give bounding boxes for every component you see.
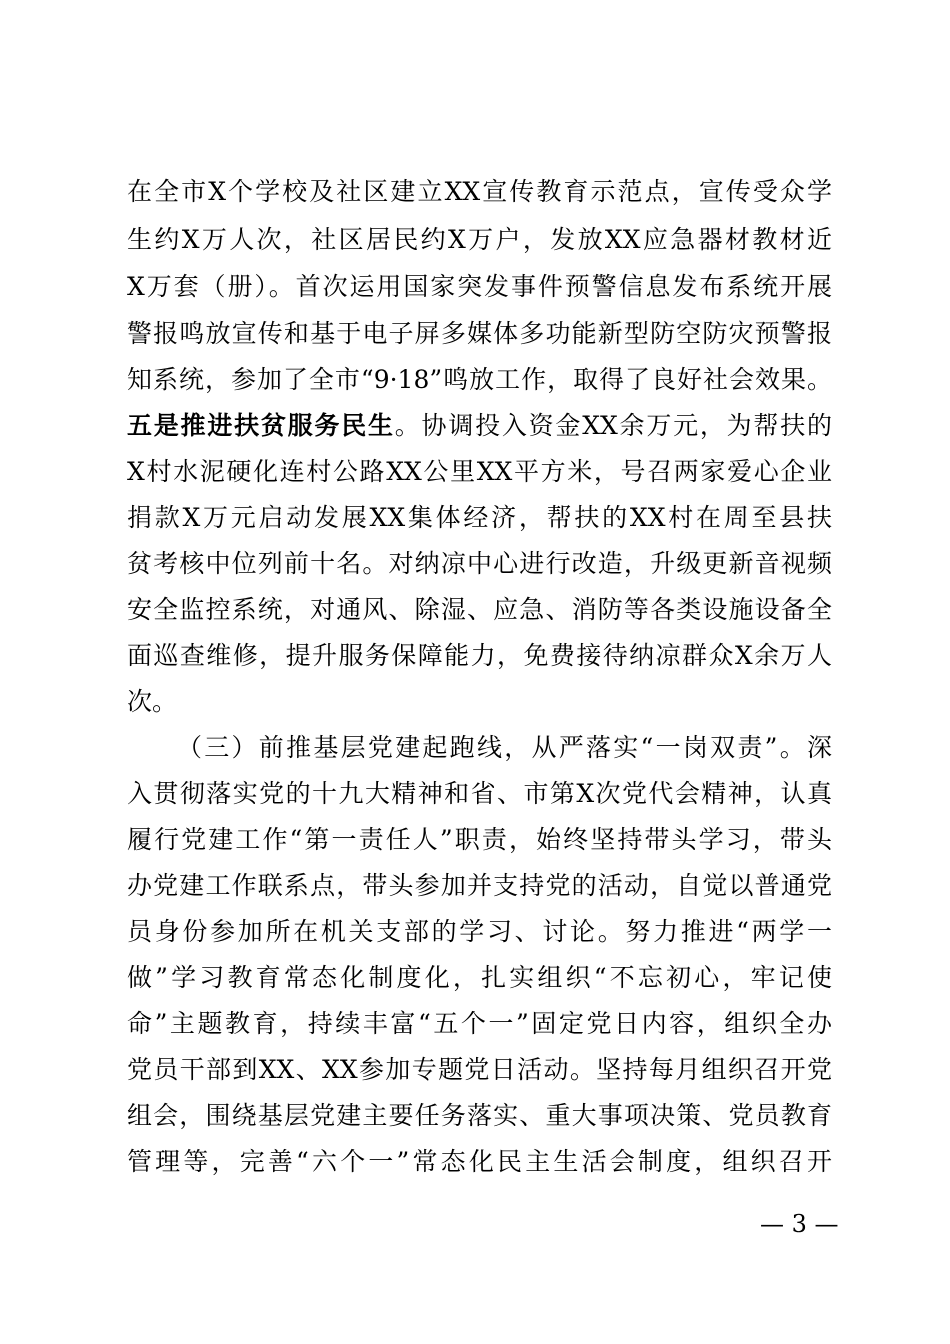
text-line-12: 次。 [127,687,178,716]
page-number: — 3 — [760,1210,839,1238]
text-line-7: X村水泥硬化连村公路XX公里XX平方米，号召两家爱心企业 [127,457,832,486]
text-line-8: 捐款X万元启动发展XX集体经济，帮扶的XX村在周至县扶 [127,503,832,532]
text-line-3: X万套（册）。首次运用国家突发事件预警信息发布系统开展 [127,272,832,301]
text-line-14: 入贯彻落实党的十九大精神和省、市第X次党代会精神，认真 [127,779,832,808]
text-line-20: 党员干部到XX、XX参加专题党日活动。坚持每月组织召开党 [127,1055,832,1084]
text-line-22: 管理等，完善“六个一”常态化民主生活会制度，组织召开 [127,1147,832,1176]
text-line-18: 做”学习教育常态化制度化，扎实组织“不忘初心，牢记使 [127,963,832,992]
text-line-6 [127,406,832,446]
text-line-19: 命”主题教育，持续丰富“五个一”固定党日内容，组织全办 [127,1009,832,1038]
text-line-13: （三）前推基层党建起跑线，从严落实“一岗双责”。深 [177,733,832,762]
text-line-10: 安全监控系统，对通风、除湿、应急、消防等各类设施设备全 [127,595,832,624]
text-line-16: 办党建工作联系点，带头参加并支持党的活动，自觉以普通党 [127,871,832,900]
text-line-6-body: 。协调投入资金XX余万元，为帮扶的 [394,411,832,440]
text-line-5: 知系统，参加了全市“9·18”鸣放工作，取得了良好社会效果。 [127,365,832,394]
text-line-15: 履行党建工作“第一责任人”职责，始终坚持带头学习，带头 [127,825,832,854]
text-line-2: 生约X万人次，社区居民约X万户，发放XX应急器材教材近 [127,225,832,254]
text-line-1: 在全市X个学校及社区建立XX宣传教育示范点，宣传受众学 [127,177,832,206]
text-line-17: 员身份参加所在机关支部的学习、讨论。努力推进“两学一 [127,917,832,946]
section-heading-bold: 五是推进扶贫服务民生 [127,411,395,440]
text-line-9: 贫考核中位列前十名。对纳凉中心进行改造，升级更新音视频 [127,549,832,578]
text-line-21: 组会，围绕基层党建主要任务落实、重大事项决策、党员教育 [127,1101,832,1130]
text-line-4: 警报鸣放宣传和基于电子屏多媒体多功能新型防空防灾预警报 [127,319,832,348]
text-line-11: 面巡查维修，提升服务保障能力，免费接待纳凉群众X余万人 [127,641,832,670]
